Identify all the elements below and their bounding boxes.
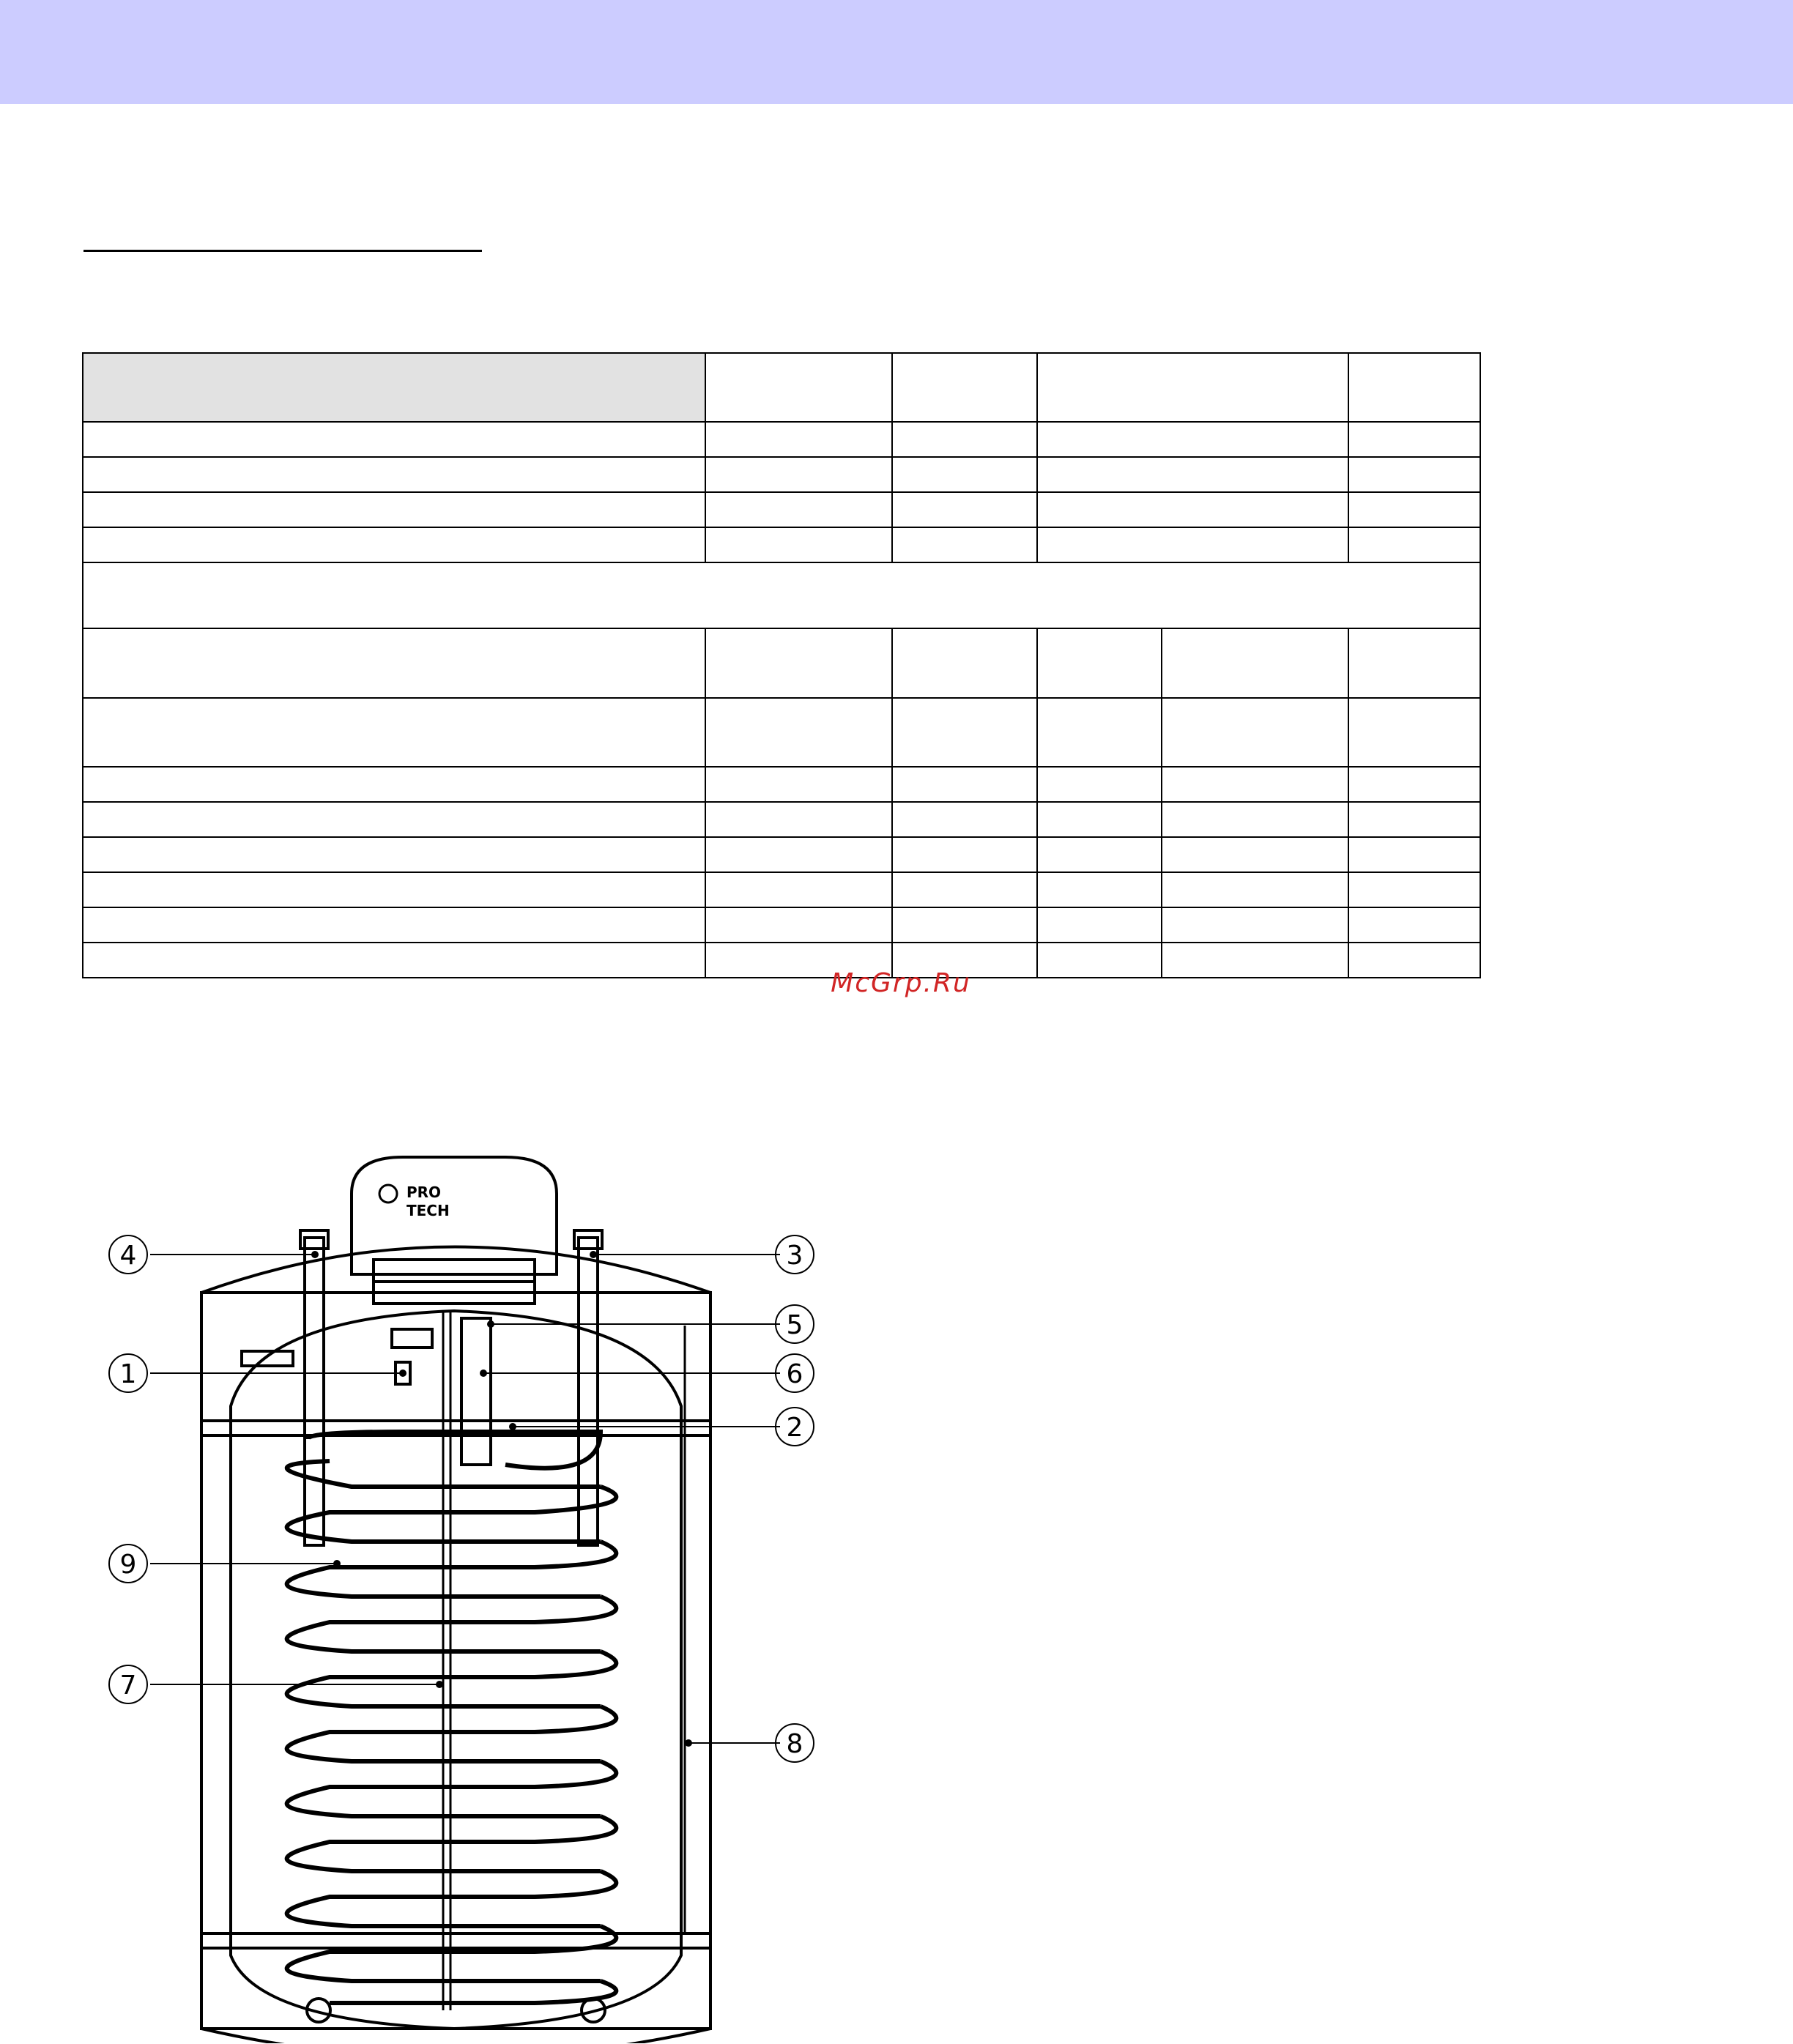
callout-label-4: 4: [119, 1241, 137, 1271]
table-cell: [1162, 802, 1348, 837]
callout-label-6: 6: [786, 1359, 803, 1389]
table-cell: [705, 907, 892, 943]
table-cell: [1348, 907, 1480, 943]
callout-label-8: 8: [786, 1729, 803, 1759]
table-row: [83, 628, 1480, 697]
table-cell: [705, 872, 892, 907]
table-cell: [1348, 492, 1480, 527]
table-cell: [1162, 907, 1348, 943]
table-cell: [83, 698, 705, 767]
logo-line2: TECH: [407, 1202, 450, 1219]
table-row: [83, 457, 1480, 492]
table-cell: [1162, 837, 1348, 872]
table-cell: [1037, 492, 1348, 527]
water-heater-diagram: [95, 1142, 828, 2043]
table-cell: [705, 422, 892, 457]
table-cell: [1348, 943, 1480, 978]
table-cell: [1037, 872, 1162, 907]
table-cell: [1037, 457, 1348, 492]
table-cell: [83, 457, 705, 492]
table-cell: [1348, 872, 1480, 907]
table-cell: [83, 872, 705, 907]
table-cell: [1037, 767, 1162, 802]
outer-casing: [201, 1293, 710, 2029]
header-band: [0, 0, 1793, 104]
table-cell: [1037, 907, 1162, 943]
callout-label-5: 5: [786, 1310, 803, 1340]
table-section-cell: [83, 562, 1480, 628]
callout-label-9: 9: [119, 1550, 137, 1580]
table-cell: [892, 527, 1037, 562]
table-cell: [1037, 628, 1162, 697]
table-cell: [892, 457, 1037, 492]
table-row: [83, 802, 1480, 837]
table-row: [83, 837, 1480, 872]
table-cell: [83, 767, 705, 802]
table-cell: [1348, 353, 1480, 422]
callout-label-2: 2: [786, 1413, 803, 1443]
table-cell: [1348, 698, 1480, 767]
table-cell: [1162, 698, 1348, 767]
section-title-underline: [83, 250, 482, 252]
table-cell: [1348, 767, 1480, 802]
table-row: [83, 527, 1480, 562]
pipe-left: [305, 1238, 324, 1545]
bottom-dome: [201, 2029, 710, 2043]
table-cell: [83, 802, 705, 837]
table-cell: [83, 422, 705, 457]
table-cell: [83, 943, 705, 978]
table-row: [83, 698, 1480, 767]
table-cell: [1348, 457, 1480, 492]
table-cell: [892, 837, 1037, 872]
table-cell: [705, 802, 892, 837]
table-cell: [892, 767, 1037, 802]
table-cell: [892, 907, 1037, 943]
callout-label-7: 7: [119, 1670, 137, 1701]
table-cell: [892, 492, 1037, 527]
heat-exchanger-coil: [287, 1432, 617, 2003]
table-row: [83, 767, 1480, 802]
table-cell: [705, 767, 892, 802]
logo-line1: PRO: [407, 1183, 442, 1201]
table-cell: [705, 837, 892, 872]
table-cell: [83, 907, 705, 943]
table-cell: [892, 802, 1037, 837]
thermostat-probe: [461, 1318, 491, 1465]
table-cell: [705, 698, 892, 767]
table-section-row: [83, 562, 1480, 628]
table-cell: [1162, 767, 1348, 802]
table-cell: [83, 628, 705, 697]
table-cell: [892, 353, 1037, 422]
table-row: [83, 872, 1480, 907]
table-cell: [705, 353, 892, 422]
watermark: McGrp.Ru: [831, 968, 971, 998]
top-dome: [201, 1247, 710, 1293]
table-cell: [705, 457, 892, 492]
table-cell: [1162, 628, 1348, 697]
table-cell: [1348, 837, 1480, 872]
table-cell: [1037, 422, 1348, 457]
callout-label-1: 1: [119, 1359, 137, 1389]
callout-label-3: 3: [786, 1241, 803, 1271]
table-cell: [1037, 837, 1162, 872]
table-cell: [83, 527, 705, 562]
table-cell: [1037, 527, 1348, 562]
table-cell: [1348, 422, 1480, 457]
table-row: [83, 492, 1480, 527]
table-cell: [1162, 872, 1348, 907]
table-cell: [83, 837, 705, 872]
table-cell: [1162, 943, 1348, 978]
table-cell: [1348, 527, 1480, 562]
table-row: [83, 907, 1480, 943]
table-header-cell: [83, 353, 705, 422]
table-cell: [83, 492, 705, 527]
control-box: [352, 1157, 557, 1274]
table-cell: [705, 527, 892, 562]
pipe-right: [579, 1238, 598, 1545]
table-cell: [1037, 698, 1162, 767]
table-cell: [705, 628, 892, 697]
table-cell: [892, 422, 1037, 457]
table-cell: [892, 628, 1037, 697]
specifications-table: [82, 352, 1481, 978]
table-cell: [705, 492, 892, 527]
table-cell: [1037, 802, 1162, 837]
table-cell: [1037, 353, 1348, 422]
table-cell: [892, 872, 1037, 907]
table-header-row: [83, 353, 1480, 422]
table-cell: [1348, 628, 1480, 697]
table-row: [83, 422, 1480, 457]
table-cell: [1348, 802, 1480, 837]
table-cell: [892, 698, 1037, 767]
